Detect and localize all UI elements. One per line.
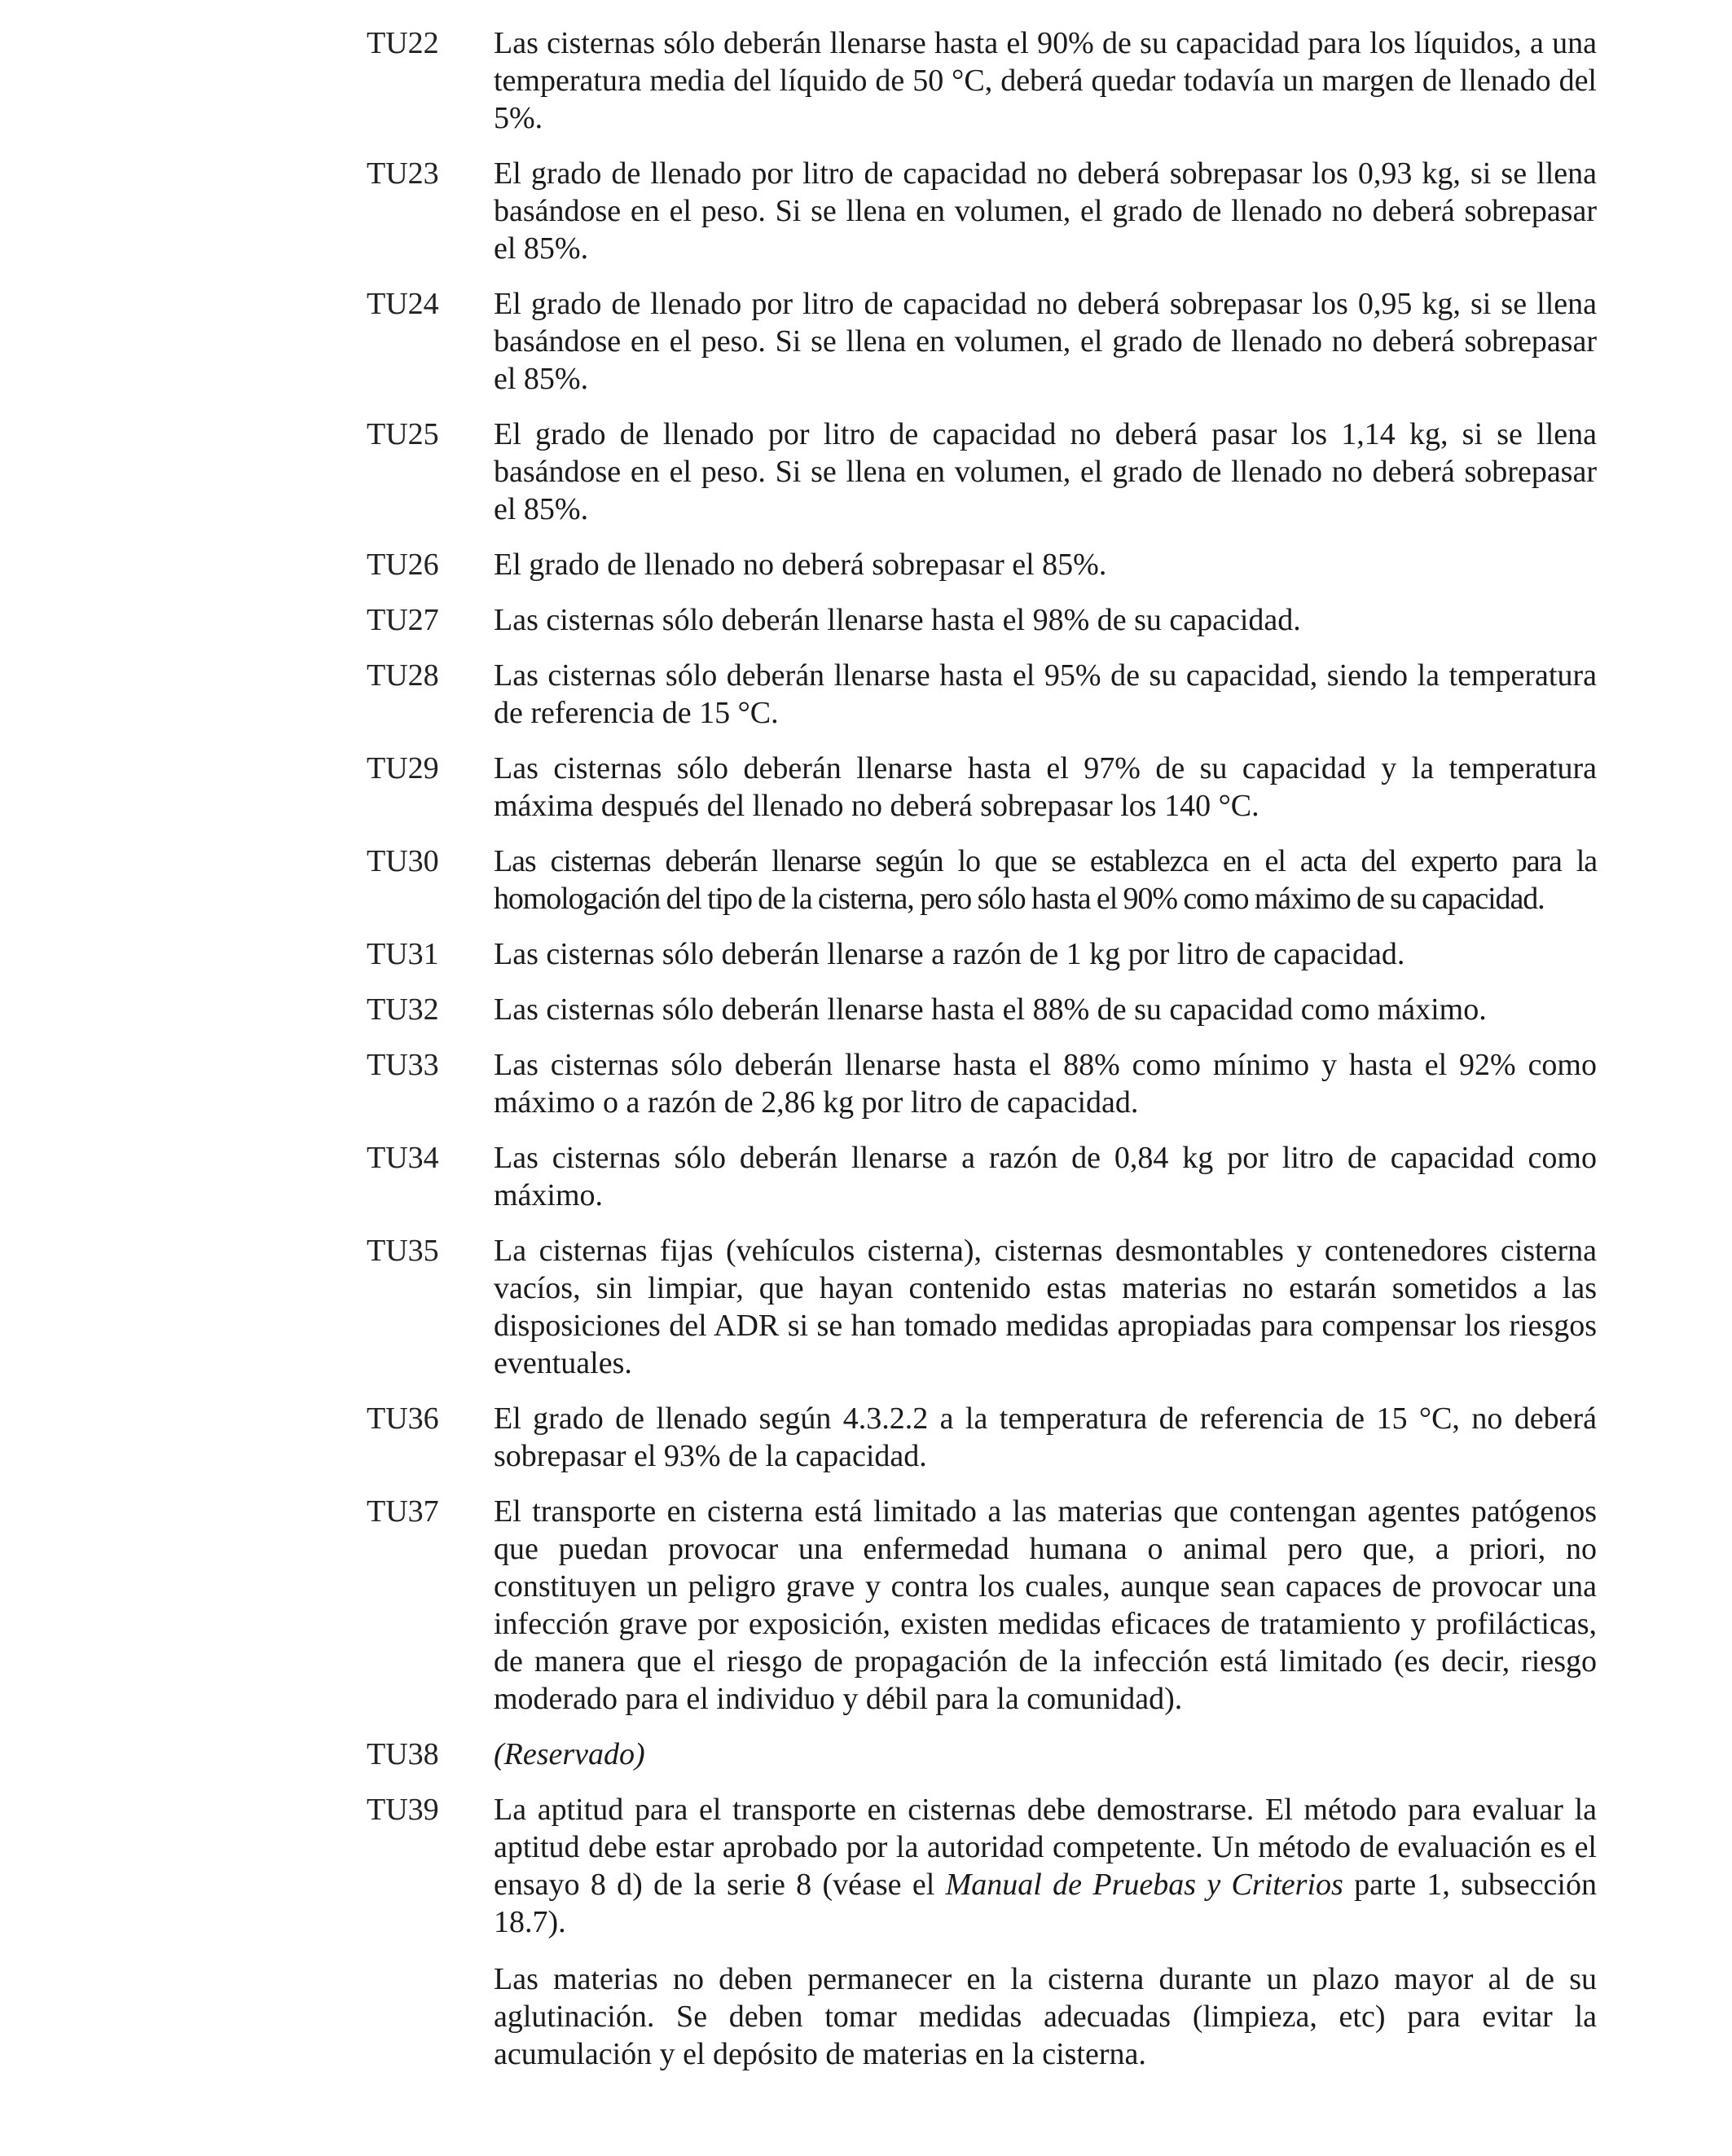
- entry-body: [494, 601, 1597, 639]
- text-run: parte 1, subsección 18.7).: [494, 1868, 1597, 1939]
- entry-text: Las cisternas sólo deberán llenarse a razón de 0,84 kg por litro de capacidad como máximo.: [494, 1141, 1597, 1212]
- entry-tu30: [367, 843, 1597, 917]
- entry-text: El grado de llenado por litro de capacidad no deberá pasar los 1,14 kg, si se llena basándose en el peso. Si se llena en volumen, el grado de llenado no deberá sobrepasar el 85%.: [494, 417, 1597, 526]
- entry-body: [494, 1791, 1597, 2073]
- entry-text-reserved: (Reservado): [494, 1737, 645, 1771]
- entry-body: [494, 1232, 1597, 1382]
- entry-body: [494, 1493, 1597, 1718]
- entry-tu39: [367, 1791, 1597, 2073]
- document-page: [367, 24, 1597, 2091]
- entry-text: Las cisternas sólo deberán llenarse hasta el 98% de su capacidad.: [494, 603, 1301, 637]
- entry-code: TU34: [367, 1141, 439, 1175]
- entry-tu38: [367, 1736, 1597, 1773]
- entry-text: Las cisternas sólo deberán llenarse hasta el 97% de su capacidad y la temperatura máxima después del llenado no deberá sobrepasar los 140 °C.: [494, 751, 1597, 823]
- entry-tu32: [367, 991, 1597, 1028]
- entry-code: TU36: [367, 1401, 439, 1436]
- entry-code: TU30: [367, 844, 439, 878]
- entry-tu24: [367, 285, 1597, 398]
- entry-text: Las materias no deben permanecer en la cisterna durante un plazo mayor al de su aglutinación. Se deben tomar medidas adecuadas (limpieza, etc) para evitar la acumulación y el depósito de materias en la cisterna.: [494, 1962, 1597, 2071]
- entry-tu25: [367, 416, 1597, 528]
- entry-body: [494, 1139, 1597, 1214]
- entry-code: TU29: [367, 751, 439, 785]
- entry-text: Las cisternas sólo deberán llenarse a razón de 1 kg por litro de capacidad.: [494, 937, 1405, 971]
- entry-body: [494, 843, 1597, 917]
- entry-text: Las cisternas sólo deberán llenarse hasta el 90% de su capacidad para los líquidos, a una temperatura media del líquido de 50 °C, deberá quedar todavía un margen de llenado del 5%.: [494, 26, 1597, 135]
- entry-text: [494, 1791, 1597, 1941]
- entry-tu22: [367, 24, 1597, 137]
- entry-tu37: [367, 1493, 1597, 1718]
- entry-text: El grado de llenado por litro de capacidad no deberá sobrepasar los 0,95 kg, si se llena basándose en el peso. Si se llena en volumen, el grado de llenado no deberá sobrepasar el 85%.: [494, 287, 1597, 396]
- entry-code: TU38: [367, 1737, 439, 1771]
- entry-code: TU22: [367, 26, 439, 60]
- entry-tu31: [367, 935, 1597, 973]
- entry-tu29: [367, 750, 1597, 825]
- manual-title: Manual de Pruebas y Criterios: [945, 1868, 1343, 1902]
- entry-body: [494, 285, 1597, 398]
- entry-tu33: [367, 1046, 1597, 1121]
- entry-body: [494, 24, 1597, 137]
- entry-text: Las cisternas sólo deberán llenarse hasta el 95% de su capacidad, siendo la temperatura de referencia de 15 °C.: [494, 658, 1597, 730]
- entry-text: Las cisternas sólo deberán llenarse hasta el 88% de su capacidad como máximo.: [494, 992, 1487, 1027]
- entry-text: Las cisternas deberán llenarse según lo que se establezca en el acta del experto para la homologación del tipo de la cisterna, pero sólo hasta el 90% como máximo de su capacidad.: [494, 844, 1597, 916]
- entry-text: El grado de llenado por litro de capacidad no deberá sobrepasar los 0,93 kg, si se llena basándose en el peso. Si se llena en volumen, el grado de llenado no deberá sobrepasar el 85%.: [494, 156, 1597, 266]
- entry-body: [494, 657, 1597, 732]
- entry-body: [494, 935, 1597, 973]
- entry-tu28: [367, 657, 1597, 732]
- entry-text: La cisternas fijas (vehículos cisterna), cisternas desmontables y contenedores cisterna vacíos, sin limpiar, que hayan contenido estas materias no estarán sometidos a las disposiciones del ADR si se han tomado medidas apropiadas para compensar los riesgos eventuales.: [494, 1234, 1597, 1380]
- entry-code: TU25: [367, 417, 439, 451]
- entry-code: TU39: [367, 1793, 439, 1827]
- entry-body: [494, 546, 1597, 583]
- entry-body: [494, 416, 1597, 528]
- entry-tu23: [367, 155, 1597, 267]
- entry-code: TU28: [367, 658, 439, 693]
- entry-code: TU33: [367, 1048, 439, 1082]
- entry-body: [494, 155, 1597, 267]
- entry-body: [494, 1046, 1597, 1121]
- entry-code: TU26: [367, 548, 439, 582]
- entry-code: TU37: [367, 1494, 439, 1529]
- text-run: La aptitud para el transporte en cisternas debe demostrarse. El método para evaluar la aptitud debe estar aprobado por la autoridad competente. Un método de evaluación es el ensayo 8 d) de la serie 8 (véase el: [494, 1793, 1597, 1902]
- entry-body: [494, 750, 1597, 825]
- entry-code: TU24: [367, 287, 439, 321]
- entry-tu26: [367, 546, 1597, 583]
- entry-code: TU27: [367, 603, 439, 637]
- entry-body: [494, 1400, 1597, 1475]
- entry-body: [494, 991, 1597, 1028]
- entry-tu36: [367, 1400, 1597, 1475]
- entry-body: [494, 1736, 1597, 1773]
- entry-tu35: [367, 1232, 1597, 1382]
- entry-text: Las cisternas sólo deberán llenarse hasta el 88% como mínimo y hasta el 92% como máximo o a razón de 2,86 kg por litro de capacidad.: [494, 1048, 1597, 1120]
- entry-tu27: [367, 601, 1597, 639]
- entry-code: TU31: [367, 937, 439, 971]
- entry-text: El grado de llenado según 4.3.2.2 a la temperatura de referencia de 15 °C, no deberá sobrepasar el 93% de la capacidad.: [494, 1401, 1597, 1473]
- entry-text: El grado de llenado no deberá sobrepasar el 85%.: [494, 548, 1107, 582]
- entry-text: El transporte en cisterna está limitado a las materias que contengan agentes patógenos que puedan provocar una enfermedad humana o animal pero que, a priori, no constituyen un peligro grave y contra los cuales, aunque sean capaces de provocar una infección grave por exposición, existen medidas eficaces de tratamiento y profilácticas, de manera que el riesgo de propagación de la infección está limitado (es decir, riesgo moderado para el individuo y débil para la comunidad).: [494, 1494, 1597, 1716]
- entry-tu34: [367, 1139, 1597, 1214]
- entry-code: TU32: [367, 992, 439, 1027]
- entry-code: TU35: [367, 1234, 439, 1268]
- entry-code: TU23: [367, 156, 439, 191]
